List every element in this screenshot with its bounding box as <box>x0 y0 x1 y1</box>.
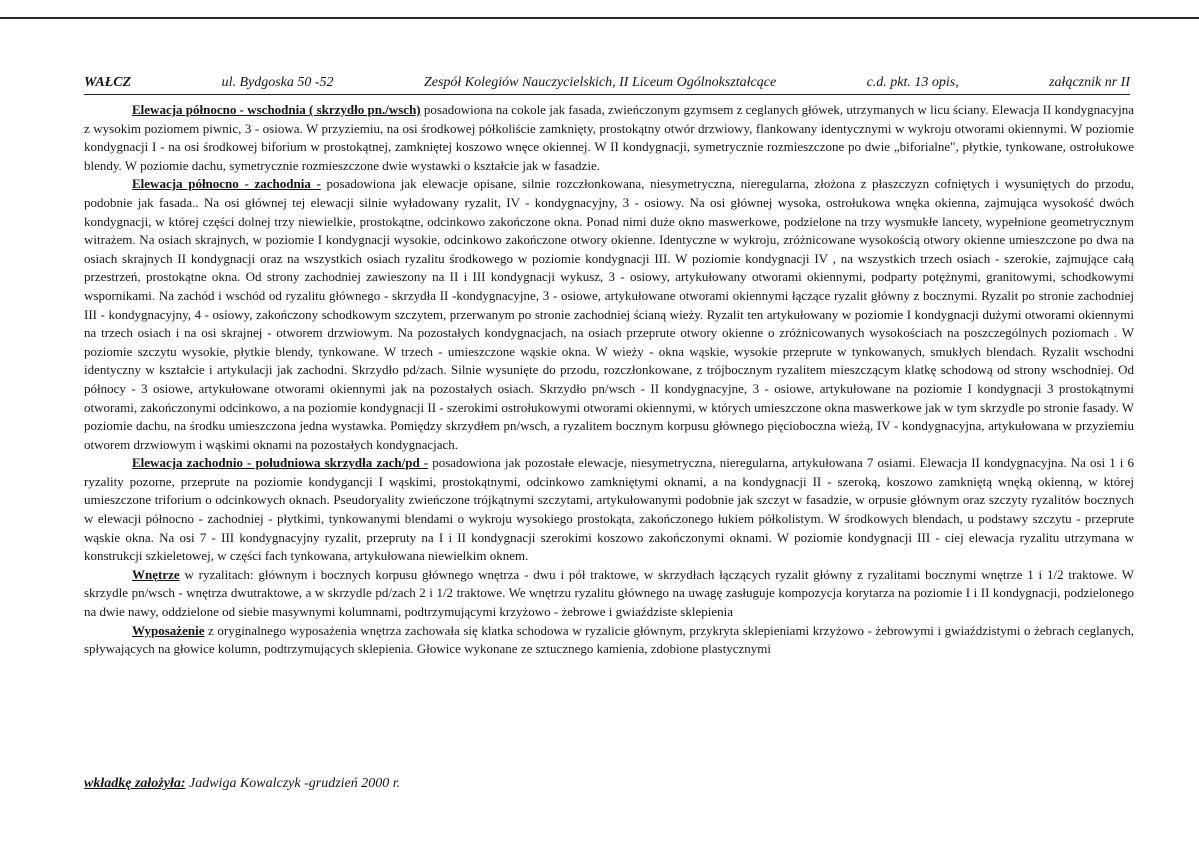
header-address: ul. Bydgoska 50 -52 <box>221 75 334 90</box>
document-footer <box>84 775 400 793</box>
document-body <box>84 101 1134 659</box>
header-annex: załącznik nr II <box>1049 75 1130 90</box>
section-title: Wyposażenie <box>132 622 205 638</box>
section-title: Elewacja północno - zachodnia - <box>132 176 321 192</box>
header-point: c.d. pkt. 13 opis, <box>866 75 959 90</box>
section-text: posadowiona jak pozostałe elewacje, niesymetryczna, nieregularna, artykułowana 7 osiami. Elewacja II kondygnacyjna. Na osi 1 i 6 ryzality pozorne, przeprute na poziomie kondygancji I wąskimi, prostokątnymi, odcinkowo zamkniętymi oknami, a na kondygnacji II - szeroką, koszowo zamkniętą wnęką okienną, w której umieszczone triforium o odcinkowych oknach. Pseudoryality zwieńczone trójkątnymi szczytami, artykułowanymi podobnie jak szczyt w fasadzie, w orpusie głównym oraz szczyty ryzalitów bocznych w elewacji północno - zachodniej - płytkimi, tynkowanymi blendami o wykroju wysokiego prostokąta, zakończonego łukiem półkolistym. W środkowych blendach, u podstawy szczytu - przeprute wąskie okna. Na osi 7 - III kondygnacyjny ryzalit, przepruty na I i II kondygnacji szerokimi koszowo zakończonymi oknami. W poziomie kondygnacji III - ciej elewacja ryzalitu utrzymana w konstrukcji szkieletowej, w części fach tynkowana, artykułowana niewielkim oknem. <box>84 455 1135 564</box>
footer-label: wkładkę założyła: <box>84 776 186 791</box>
section-text: posadowiona na cokole jak fasada, zwieńczonym gzymsem z ceglanych główek, utrzymanych w licu ściany. Elewacja II kondygnacyjna z wysokim poziomem piwnic, 3 - osiowa. W przyziemiu, na osi środkowej półkoliście zamknięty, prostokątny otwór drzwiowy, flankowany identycznymi w wykroju otworami okiennymi. W poziomie kondygnacji I - na osi środkowej biforium w prostokątnej, zamkniętej koszowo wnęce okiennej. W II kondygnacji, symetrycznie rozmieszczone po dwie „biforialne", płytkie, tynkowane, ostrołukowe blendy. W poziomie dachu, symetrycznie rozmieszczone dwie wystawki o kształcie jak w fasadzie. <box>84 102 1135 173</box>
header-institution: Zespół Kolegiów Nauczycielskich, II Liceum Ogólnokształcące <box>423 75 777 90</box>
section-text: posadowiona jak elewacje opisane, silnie rozczłonkowana, niesymetryczna, nieregularna, złożona z płaszczyzn cofniętych i wysuniętych do przodu, podobnie jak fasada.. Na osi głównej tej elewacji silnie wyładowany ryzalit, IV - kondygnacyjny, 3 - osiowy. Na osi głównej wysoka, ostrołukowa wnęka okienna, zajmująca wysokość dwóch kondygnacji, w której części dolnej trzy niewielkie, prostokątne, odcinkowo zakończone okna. Ponad nimi duże okno maswerkowe, podzielone na trzy wysmukłe lancety, wypełnione geometrycznym witrażem. Na osiach skrajnych, w poziomie I kondygnacji wysokie, odcinkowo zakończone otwory okienne. Identyczne w wykroju, zróżnicowane wysokością otwory okienne umieszczone po dwa na osiach skrajnych II kondygnacji oraz na wszystkich osiach ryzalitu środkowego w poziomie kondygnacji III. W poziomie kondygnacji IV , na wszystkich trzech osiach - szerokie, zajmujące całą przestrzeń, prostokątne okna. Od strony zachodniej zawieszony na II i III kondygnacji wykusz, 3 - osiowy, artykułowany otworami okiennymi, podparty potężnymi, granitowymi, schodkowymi wspornikami. Na zachód i wschód od ryzalitu głównego - skrzydła II -kondygnacyjne, 3 - osiowe, artykułowane otworami okiennymi łączące ryzalit główny z bocznymi. Ryzalit po stronie zachodniej III - kondygnacyjny, 4 - osiowy, zakończony schodkowym szczytem, przerwanym po stronie zachodniej ścianą wieży. Ryzalit ten artykułowany w poziomie I kondygnacji dużymi otworami okiennymi na trzech osiach i na osi skrajnej - otworem drzwiowym. Na pozostałych kondygnacjach, na osiach przeprute otwory okienne o zróżnicowanych wysokościach na poszczególnych poziomach . W poziomie szczytu wysokie, płytkie blendy, tynkowane. W trzech - umieszczone wąskie okna. W wieży - okna wąskie, wysokie przeprute w tynkowanych, smukłych blendach. Ryzalit wschodni identyczny w kształcie i artykulacji jak zachodni. Skrzydło pd/zach. Silnie wysunięte do przodu, rozczłonkowane, z trójbocznym ryzalitem mieszczącym klatkę schodową od strony wschodniej. Od północy - 3 osiowe, artykułowane otworami okiennymi jak na pozostałych osiach. Skrzydło pn/wsch - II kondygnacyjne, 3 - osiowe, artykułowane na poziomie I kondygnacji 3 prostokątnymi otworami, zakończonymi odcinkowo, a na poziomie kondygnacji II - szerokimi ostrołukowymi otworami okiennymi, w których umieszczone okna maswerkowe jak w tym skrzydle po stronie fasady. W poziomie dachu, na środku umieszczona jedna wystawka. Pomiędzy skrzydłem pn/wsch, a ryzalitem bocznym korpusu głównego pięcioboczna wieżą, IV - kondygnacyjna, artykułowana w przyziemiu otworem drzwiowym i wąskimi oknami na pozostałych kondygnacjach. <box>84 176 1134 452</box>
scan-border-line <box>0 17 1199 19</box>
header-rule <box>84 94 1130 95</box>
section-title: Elewacja zachodnio - południowa skrzydła zach/pd - <box>132 455 429 471</box>
section-title: Elewacja północno - wschodnia ( skrzydło pn./wsch) <box>132 102 421 117</box>
section-westsouth-elevation <box>84 454 1134 566</box>
footer-author: Jadwiga Kowalczyk -grudzień 2000 r. <box>185 776 401 791</box>
section-northwest-elevation <box>84 175 1134 454</box>
section-title: Wnętrze <box>132 566 180 582</box>
section-text: w ryzalitach: głównym i bocznych korpusu głównego wnętrza - dwu i pół traktowe, w skrzydłach łączących ryzalit główny z ryzalitami bocznymi wnętrze 1 i 1/2 traktowe. W skrzydle pn/wsch - wnętrza dwutraktowe, a w skrzydle pd/zach 2 i 1/2 traktowe. We wnętrzu ryzalitu głównego na uwagę zasługuje kompozycja korytarza na poziomie I i II kondygnacji, podzielonego na dwie nawy, oddzielone od siebie masywnymi kolumnami, podtrzymującymi krzyżowo - żebrowe i gwiaździste sklepienia <box>84 566 1134 620</box>
section-interior <box>84 566 1134 622</box>
header-town: WAŁCZ <box>84 75 132 90</box>
document-header <box>84 75 1130 91</box>
section-furnishings <box>84 622 1134 659</box>
section-text: z oryginalnego wyposażenia wnętrza zachowała się klatka schodowa w ryzalicie głównym, przykryta sklepieniami krzyżowo - żebrowymi i gwiaździstymi o żebrach ceglanych, spływających na głowice kolumn, podtrzymujących sklepienia. Głowice wykonane ze sztucznego kamienia, zdobione plastycznymi <box>84 622 1134 657</box>
section-northeast-elevation <box>84 101 1134 175</box>
